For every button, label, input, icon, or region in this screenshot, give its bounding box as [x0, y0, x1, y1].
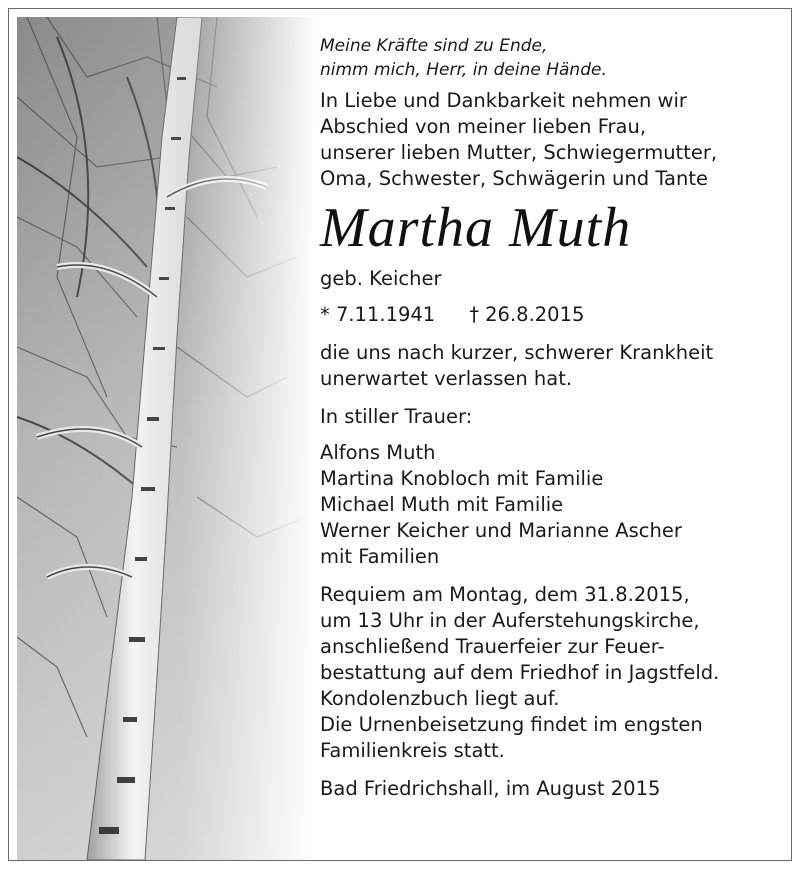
intro-line: unserer lieben Mutter, Schwiegermutter,: [320, 141, 718, 164]
intro-line: Oma, Schwester, Schwägerin und Tante: [320, 167, 708, 190]
mourners-heading: [320, 404, 785, 430]
life-dates: [320, 302, 785, 328]
mourner-name: Werner Keicher und Marianne Ascher: [320, 519, 682, 542]
birth-date: * 7.11.1941: [320, 303, 436, 326]
maiden-name-text: geb. Keicher: [320, 267, 442, 290]
mourners-heading-text: In stiller Trauer:: [320, 405, 473, 428]
mourners-list: [320, 440, 785, 570]
service-line: Die Urnenbeisetzung findet im engsten: [320, 713, 703, 736]
mourner-name: mit Familien: [320, 545, 440, 568]
mourner-name: Michael Muth mit Familie: [320, 493, 564, 516]
motto-line: nimm mich, Herr, in deine Hände.: [320, 60, 607, 80]
intro-line: Abschied von meiner lieben Frau,: [320, 115, 647, 138]
closing-line: [320, 776, 785, 802]
place-and-date: Bad Friedrichshall, im August 2015: [320, 777, 661, 800]
motto-verse: [320, 34, 785, 82]
death-date: † 26.8.2015: [469, 303, 585, 326]
circumstance-paragraph: [320, 340, 785, 392]
mourner-name: Martina Knobloch mit Familie: [320, 467, 604, 490]
circumstance-line: die uns nach kurzer, schwerer Krankheit: [320, 341, 714, 364]
notice-text: [320, 34, 785, 802]
circumstance-line: unerwartet verlassen hat.: [320, 367, 573, 390]
winter-birch-tree-image: [17, 17, 317, 860]
service-line: anschließend Trauerfeier zur Feuer-: [320, 635, 665, 658]
service-paragraph: [320, 582, 785, 764]
deceased-name: Martha Muth: [320, 197, 632, 259]
obituary-notice: [8, 8, 792, 861]
service-line: Familienkreis statt.: [320, 739, 505, 762]
service-line: Kondolenzbuch liegt auf.: [320, 687, 560, 710]
maiden-name: [320, 266, 785, 292]
service-line: bestattung auf dem Friedhof in Jagstfeld.: [320, 661, 720, 684]
motto-line: Meine Kräfte sind zu Ende,: [320, 36, 548, 56]
mourner-name: Alfons Muth: [320, 441, 436, 464]
intro-paragraph: [320, 88, 785, 192]
service-line: um 13 Uhr in der Auferstehungskirche,: [320, 609, 700, 632]
service-line: Requiem am Montag, dem 31.8.2015,: [320, 583, 690, 606]
intro-line: In Liebe und Dankbarkeit nehmen wir: [320, 89, 687, 112]
